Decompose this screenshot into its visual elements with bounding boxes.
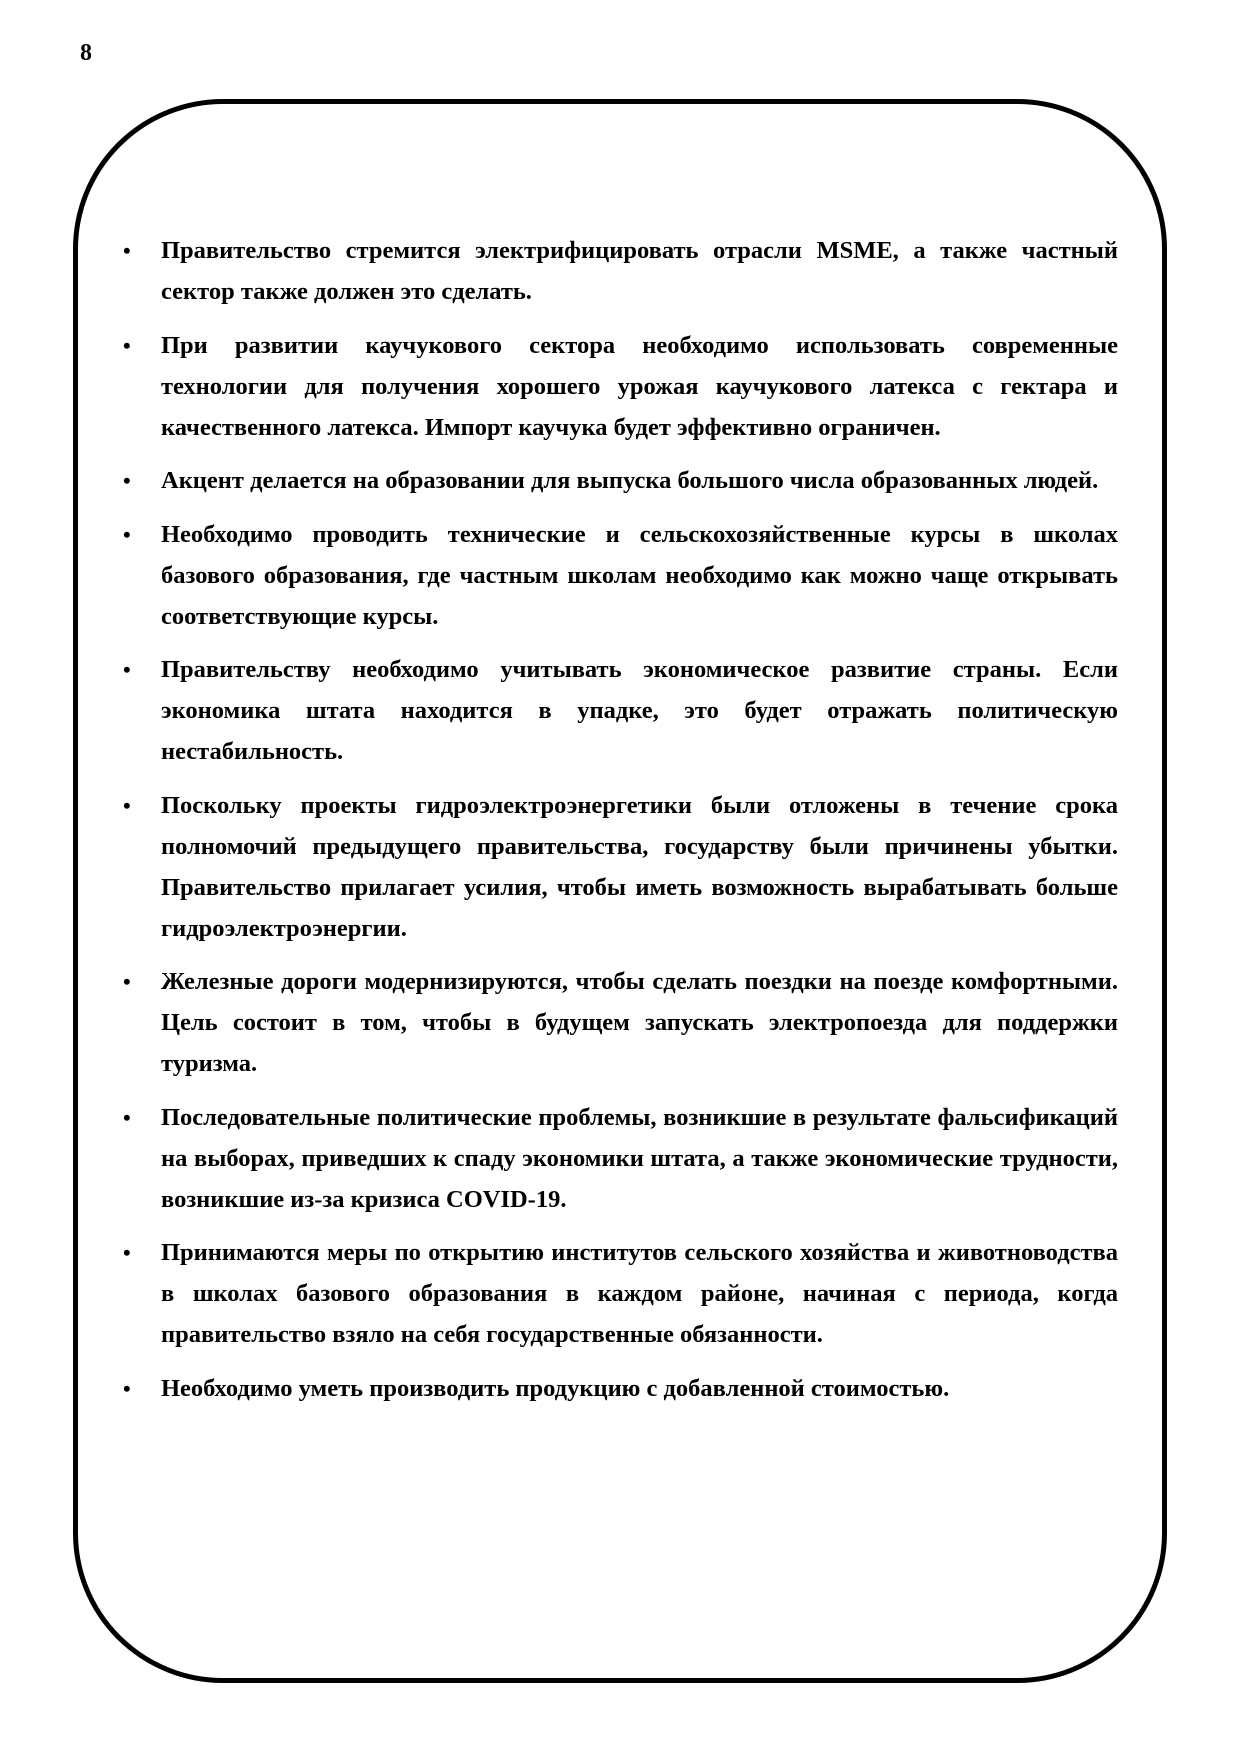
list-item bbox=[123, 460, 1118, 501]
list-item-text: Железные дороги модернизируются, чтобы сделать поездки на поезде комфортными. Цель состоит в том, чтобы в будущем запускать электропоезда для поддержки туризма. bbox=[161, 968, 1118, 1077]
bullet-icon: • bbox=[123, 1104, 131, 1130]
list-item-text: Последовательные политические проблемы, возникшие в результате фальсификаций на выборах, приведших к спаду экономики штата, а также экономические трудности, возникшие из-за кризиса COVID-19. bbox=[161, 1103, 1118, 1213]
bullet-icon: • bbox=[123, 1375, 131, 1401]
list-item bbox=[123, 514, 1118, 637]
list-item bbox=[123, 1232, 1118, 1355]
bullet-list bbox=[123, 230, 1118, 1421]
bullet-icon: • bbox=[123, 332, 131, 358]
bullet-icon: • bbox=[123, 657, 131, 682]
bullet-icon: • bbox=[123, 468, 131, 493]
list-item-text: Поскольку проекты гидроэлектроэнергетики были отложены в течение срока полномочий предыдущего правительства, государству были причинены убытки. Правительство прилагает усилия, чтобы иметь возможность вырабатывать больше гидроэлектроэнергии. bbox=[161, 791, 1118, 942]
list-item-text: Необходимо проводить технические и сельскохозяйственные курсы в школах базового образования, где частным школам необходимо как можно чаще открывать соответствующие курсы. bbox=[161, 520, 1118, 630]
list-item-text: Правительство стремится электрифицировать отрасли MSME, а также частный сектор также должен это сделать. bbox=[161, 237, 1118, 305]
list-item bbox=[123, 325, 1118, 448]
list-item bbox=[123, 961, 1118, 1084]
bullet-icon: • bbox=[123, 521, 131, 547]
list-item bbox=[123, 649, 1118, 772]
list-item bbox=[123, 1097, 1118, 1220]
page-number: 8 bbox=[80, 40, 92, 66]
bullet-icon: • bbox=[123, 1240, 131, 1265]
bullet-icon: • bbox=[123, 792, 131, 818]
list-item-text: Принимаются меры по открытию институтов сельского хозяйства и животноводства в школах базового образования в каждом районе, начиная с периода, когда правительство взяло на себя государственные обязанности. bbox=[161, 1239, 1118, 1348]
bullet-icon: • bbox=[123, 969, 131, 994]
list-item bbox=[123, 1368, 1118, 1409]
list-item bbox=[123, 785, 1118, 949]
list-item-text: При развитии каучукового сектора необходимо использовать современные технологии для получения хорошего урожая каучукового латекса с гектара и качественного латекса. Импорт каучука будет эффективно ограничен. bbox=[161, 331, 1118, 441]
list-item bbox=[123, 230, 1118, 312]
list-item-text: Необходимо уметь производить продукцию с добавленной стоимостью. bbox=[161, 1374, 950, 1402]
list-item-text: Акцент делается на образовании для выпуска большого числа образованных людей. bbox=[161, 467, 1099, 494]
list-item-text: Правительству необходимо учитывать экономическое развитие страны. Если экономика штата находится в упадке, это будет отражать политическую нестабильность. bbox=[161, 656, 1118, 765]
bullet-icon: • bbox=[123, 238, 131, 263]
